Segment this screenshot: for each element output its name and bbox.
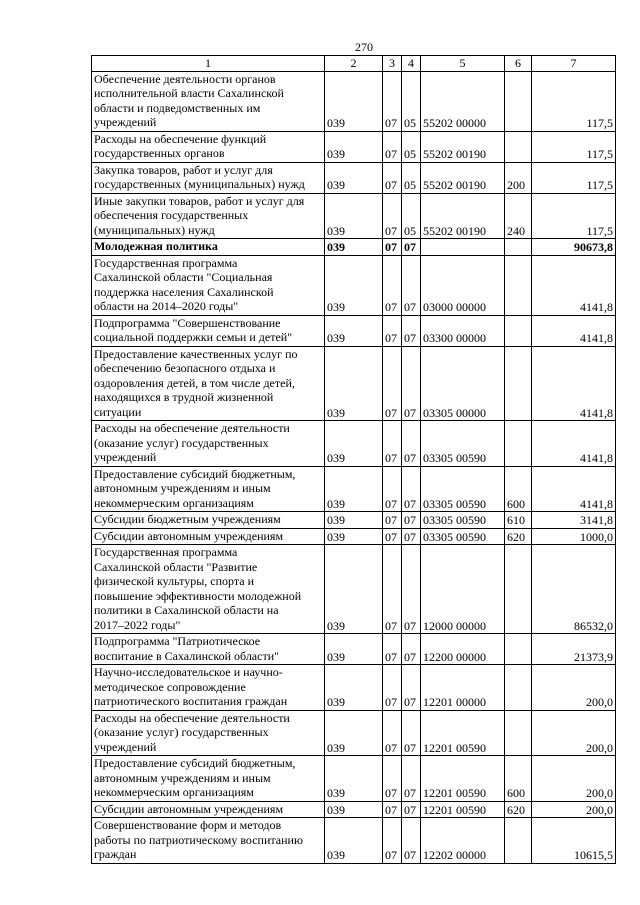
section-code-cell: 07 — [383, 545, 402, 634]
table-row — [92, 239, 616, 256]
subsection-code-cell: 07 — [402, 346, 421, 421]
section-code-cell: 07 — [383, 162, 402, 193]
table-row — [92, 71, 616, 131]
target-article-cell: 03305 00000 — [421, 346, 505, 421]
amount-cell: 200,0 — [532, 756, 616, 802]
expense-name-cell: Расходы на обеспечение функций государственных органов — [92, 131, 325, 162]
ministry-code-cell: 039 — [325, 421, 383, 467]
subsection-code-cell: 07 — [402, 801, 421, 818]
expense-type-cell: 620 — [505, 801, 532, 818]
amount-cell: 90673,8 — [532, 239, 616, 256]
column-header: 1 — [92, 56, 325, 72]
expense-name-cell: Субсидии бюджетным учреждениям — [92, 512, 325, 529]
ministry-code-cell: 039 — [325, 818, 383, 864]
budget-table — [91, 55, 616, 864]
target-article-cell: 03305 00590 — [421, 512, 505, 529]
section-code-cell: 07 — [383, 801, 402, 818]
table-row — [92, 756, 616, 802]
amount-cell: 117,5 — [532, 193, 616, 239]
ministry-code-cell: 039 — [325, 315, 383, 346]
expense-name-cell: Предоставление субсидий бюджетным, автономным учреждениям и иным некоммерческим организациям — [92, 756, 325, 802]
column-header: 3 — [383, 56, 402, 72]
amount-cell: 10615,5 — [532, 818, 616, 864]
table-row — [92, 466, 616, 512]
expense-type-cell — [505, 665, 532, 711]
subsection-code-cell: 05 — [402, 162, 421, 193]
expense-type-cell — [505, 255, 532, 315]
subsection-code-cell: 07 — [402, 545, 421, 634]
table-body — [92, 56, 616, 864]
expense-name-cell: Подпрограмма "Совершенствование социальной поддержки семьи и детей" — [92, 315, 325, 346]
amount-cell: 1000,0 — [532, 528, 616, 545]
target-article-cell: 12200 00000 — [421, 634, 505, 665]
table-row — [92, 512, 616, 529]
table-row — [92, 162, 616, 193]
table-row — [92, 193, 616, 239]
ministry-code-cell: 039 — [325, 756, 383, 802]
table-row — [92, 255, 616, 315]
subsection-code-cell: 07 — [402, 634, 421, 665]
column-header: 4 — [402, 56, 421, 72]
expense-type-cell — [505, 634, 532, 665]
amount-cell: 117,5 — [532, 162, 616, 193]
target-article-cell: 03305 00590 — [421, 528, 505, 545]
expense-type-cell — [505, 421, 532, 467]
ministry-code-cell: 039 — [325, 162, 383, 193]
target-article-cell: 03305 00590 — [421, 421, 505, 467]
section-code-cell: 07 — [383, 131, 402, 162]
expense-name-cell: Молодежная политика — [92, 239, 325, 256]
expense-name-cell: Расходы на обеспечение деятельности (оказание услуг) государственных учреждений — [92, 421, 325, 467]
target-article-cell: 55202 00190 — [421, 162, 505, 193]
expense-name-cell: Субсидии автономным учреждениям — [92, 801, 325, 818]
expense-name-cell: Иные закупки товаров, работ и услуг для обеспечения государственных (муниципальных) нужд — [92, 193, 325, 239]
expense-name-cell: Субсидии автономным учреждениям — [92, 528, 325, 545]
target-article-cell: 12202 00000 — [421, 818, 505, 864]
ministry-code-cell: 039 — [325, 528, 383, 545]
subsection-code-cell: 07 — [402, 239, 421, 256]
subsection-code-cell: 07 — [402, 818, 421, 864]
section-code-cell: 07 — [383, 315, 402, 346]
table-row — [92, 315, 616, 346]
table-row — [92, 131, 616, 162]
expense-type-cell: 610 — [505, 512, 532, 529]
expense-name-cell: Предоставление качественных услуг по обеспечению безопасного отдыха и оздоровления детей, в том числе детей, находящихся в трудной жизненной ситуации — [92, 346, 325, 421]
ministry-code-cell: 039 — [325, 193, 383, 239]
expense-name-cell: Государственная программа Сахалинской области "Социальная поддержка населения Сахалинской области на 2014–2020 годы" — [92, 255, 325, 315]
ministry-code-cell: 039 — [325, 346, 383, 421]
expense-type-cell — [505, 545, 532, 634]
table-row — [92, 801, 616, 818]
column-header: 5 — [421, 56, 505, 72]
amount-cell: 4141,8 — [532, 255, 616, 315]
amount-cell: 117,5 — [532, 131, 616, 162]
expense-type-cell: 200 — [505, 162, 532, 193]
ministry-code-cell: 039 — [325, 255, 383, 315]
ministry-code-cell: 039 — [325, 634, 383, 665]
table-row — [92, 818, 616, 864]
expense-name-cell: Подпрограмма "Патриотическое воспитание в Сахалинской области" — [92, 634, 325, 665]
amount-cell: 4141,8 — [532, 346, 616, 421]
table-row — [92, 665, 616, 711]
target-article-cell: 12201 00590 — [421, 710, 505, 756]
section-code-cell: 07 — [383, 71, 402, 131]
target-article-cell: 12201 00590 — [421, 801, 505, 818]
expense-type-cell — [505, 710, 532, 756]
target-article-cell: 03305 00590 — [421, 466, 505, 512]
ministry-code-cell: 039 — [325, 801, 383, 818]
expense-name-cell: Научно-исследовательское и научно- методическое сопровождение патриотического воспитания граждан — [92, 665, 325, 711]
table-row — [92, 634, 616, 665]
table-row — [92, 528, 616, 545]
expense-name-cell: Совершенствование форм и методов работы по патриотическому воспитанию граждан — [92, 818, 325, 864]
target-article-cell: 03000 00000 — [421, 255, 505, 315]
expense-type-cell — [505, 315, 532, 346]
section-code-cell: 07 — [383, 634, 402, 665]
expense-type-cell — [505, 346, 532, 421]
section-code-cell: 07 — [383, 193, 402, 239]
amount-cell: 4141,8 — [532, 466, 616, 512]
expense-type-cell — [505, 71, 532, 131]
section-code-cell: 07 — [383, 710, 402, 756]
table-row — [92, 346, 616, 421]
ministry-code-cell: 039 — [325, 545, 383, 634]
expense-type-cell: 240 — [505, 193, 532, 239]
subsection-code-cell: 07 — [402, 421, 421, 467]
section-code-cell: 07 — [383, 346, 402, 421]
page-number: 270 — [355, 40, 373, 54]
subsection-code-cell: 05 — [402, 193, 421, 239]
amount-cell: 21373,9 — [532, 634, 616, 665]
amount-cell: 200,0 — [532, 665, 616, 711]
expense-type-cell — [505, 239, 532, 256]
target-article-cell: 03300 00000 — [421, 315, 505, 346]
section-code-cell: 07 — [383, 421, 402, 467]
expense-type-cell — [505, 131, 532, 162]
subsection-code-cell: 05 — [402, 131, 421, 162]
table-row — [92, 545, 616, 634]
target-article-cell: 12201 00000 — [421, 665, 505, 711]
table-row — [92, 421, 616, 467]
subsection-code-cell: 07 — [402, 512, 421, 529]
expense-name-cell: Закупка товаров, работ и услуг для государственных (муниципальных) нужд — [92, 162, 325, 193]
subsection-code-cell: 07 — [402, 756, 421, 802]
section-code-cell: 07 — [383, 665, 402, 711]
section-code-cell: 07 — [383, 239, 402, 256]
target-article-cell: 12201 00590 — [421, 756, 505, 802]
expense-name-cell: Расходы на обеспечение деятельности (оказание услуг) государственных учреждений — [92, 710, 325, 756]
column-header: 2 — [325, 56, 383, 72]
ministry-code-cell: 039 — [325, 710, 383, 756]
amount-cell: 4141,8 — [532, 421, 616, 467]
section-code-cell: 07 — [383, 255, 402, 315]
expense-name-cell: Государственная программа Сахалинской области "Развитие физической культуры, спорта и повышение эффективности молодежной политики в Сахалинской области на 2017–2022 годы" — [92, 545, 325, 634]
amount-cell: 200,0 — [532, 710, 616, 756]
expense-type-cell: 600 — [505, 466, 532, 512]
subsection-code-cell: 07 — [402, 255, 421, 315]
expense-name-cell: Предоставление субсидий бюджетным, автономным учреждениям и иным некоммерческим организациям — [92, 466, 325, 512]
ministry-code-cell: 039 — [325, 466, 383, 512]
ministry-code-cell: 039 — [325, 665, 383, 711]
section-code-cell: 07 — [383, 756, 402, 802]
subsection-code-cell: 07 — [402, 466, 421, 512]
amount-cell: 117,5 — [532, 71, 616, 131]
section-code-cell: 07 — [383, 466, 402, 512]
table-row — [92, 710, 616, 756]
expense-type-cell: 600 — [505, 756, 532, 802]
ministry-code-cell: 039 — [325, 239, 383, 256]
expense-type-cell: 620 — [505, 528, 532, 545]
subsection-code-cell: 07 — [402, 528, 421, 545]
amount-cell: 200,0 — [532, 801, 616, 818]
ministry-code-cell: 039 — [325, 512, 383, 529]
ministry-code-cell: 039 — [325, 131, 383, 162]
target-article-cell: 55202 00000 — [421, 71, 505, 131]
target-article-cell: 55202 00190 — [421, 193, 505, 239]
amount-cell: 4141,8 — [532, 315, 616, 346]
expense-type-cell — [505, 818, 532, 864]
target-article-cell: 55202 00190 — [421, 131, 505, 162]
amount-cell: 86532,0 — [532, 545, 616, 634]
subsection-code-cell: 07 — [402, 710, 421, 756]
section-code-cell: 07 — [383, 528, 402, 545]
subsection-code-cell: 05 — [402, 71, 421, 131]
expense-name-cell: Обеспечение деятельности органов исполнительной власти Сахалинской области и подведомственных им учреждений — [92, 71, 325, 131]
section-code-cell: 07 — [383, 818, 402, 864]
column-header: 7 — [532, 56, 616, 72]
table-header-row — [92, 56, 616, 72]
subsection-code-cell: 07 — [402, 315, 421, 346]
target-article-cell — [421, 239, 505, 256]
column-header: 6 — [505, 56, 532, 72]
amount-cell: 3141,8 — [532, 512, 616, 529]
subsection-code-cell: 07 — [402, 665, 421, 711]
ministry-code-cell: 039 — [325, 71, 383, 131]
section-code-cell: 07 — [383, 512, 402, 529]
target-article-cell: 12000 00000 — [421, 545, 505, 634]
